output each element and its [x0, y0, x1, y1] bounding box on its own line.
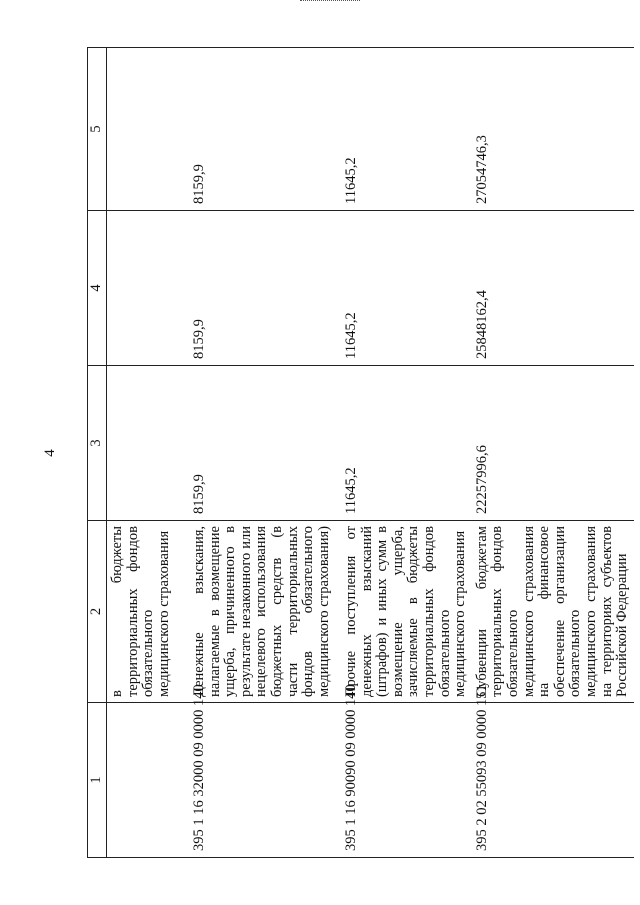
row-value-col5: 8159,9 [189, 48, 341, 211]
table-header-row [88, 48, 107, 858]
budget-revenue-table [87, 47, 634, 858]
row-value-col3: 22257996,6 [472, 366, 634, 521]
row-value-col3: 11645,2 [341, 366, 472, 521]
row-description: в бюджеты территориальных фондов обязательного медицинского страхования [107, 521, 190, 703]
header-col-2: 2 [88, 521, 107, 703]
row-description: Субвенции бюджетам территориальных фондов обязательного медицинского страхования на финансовое обеспечение организации обязательного медицинского страхования на территориях субъектов Российской Федерации [472, 521, 634, 703]
row-value-col4 [107, 211, 190, 366]
row-value-col5: 27054746,3 [472, 48, 634, 211]
header-col-1: 1 [88, 703, 107, 858]
rotated-table-container [87, 48, 631, 858]
header-col-5: 5 [88, 48, 107, 211]
row-value-col5: 11645,2 [341, 48, 472, 211]
scan-top-mark [300, 0, 360, 2]
row-value-col4: 25848162,4 [472, 211, 634, 366]
row-code [107, 703, 190, 858]
row-code: 395 2 02 55093 09 0000 151 [472, 703, 634, 858]
table-row [107, 48, 190, 858]
table-row [472, 48, 634, 858]
row-description: Денежные взыскания, налагаемые в возмещение ущерба, причиненного в результате незаконного или нецелевого использования бюджетных средств (в части территориальных фондов обязательного медицинского страхования) [189, 521, 341, 703]
row-code: 395 1 16 32000 09 0000 140 [189, 703, 341, 858]
header-col-3: 3 [88, 366, 107, 521]
header-col-4: 4 [88, 211, 107, 366]
row-value-col3 [107, 366, 190, 521]
table-row [189, 48, 341, 858]
page-number: 4 [42, 449, 58, 457]
row-value-col3: 8159,9 [189, 366, 341, 521]
row-code: 395 1 16 90090 09 0000 140 [341, 703, 472, 858]
row-value-col5 [107, 48, 190, 211]
row-value-col4: 8159,9 [189, 211, 341, 366]
row-value-col4: 11645,2 [341, 211, 472, 366]
row-description: Прочие поступления от денежных взысканий (штрафов) и иных сумм в возмещение ущерба, зачисляемые в бюджеты территориальных фондов обязательного медицинского страхования [341, 521, 472, 703]
table-row [341, 48, 472, 858]
